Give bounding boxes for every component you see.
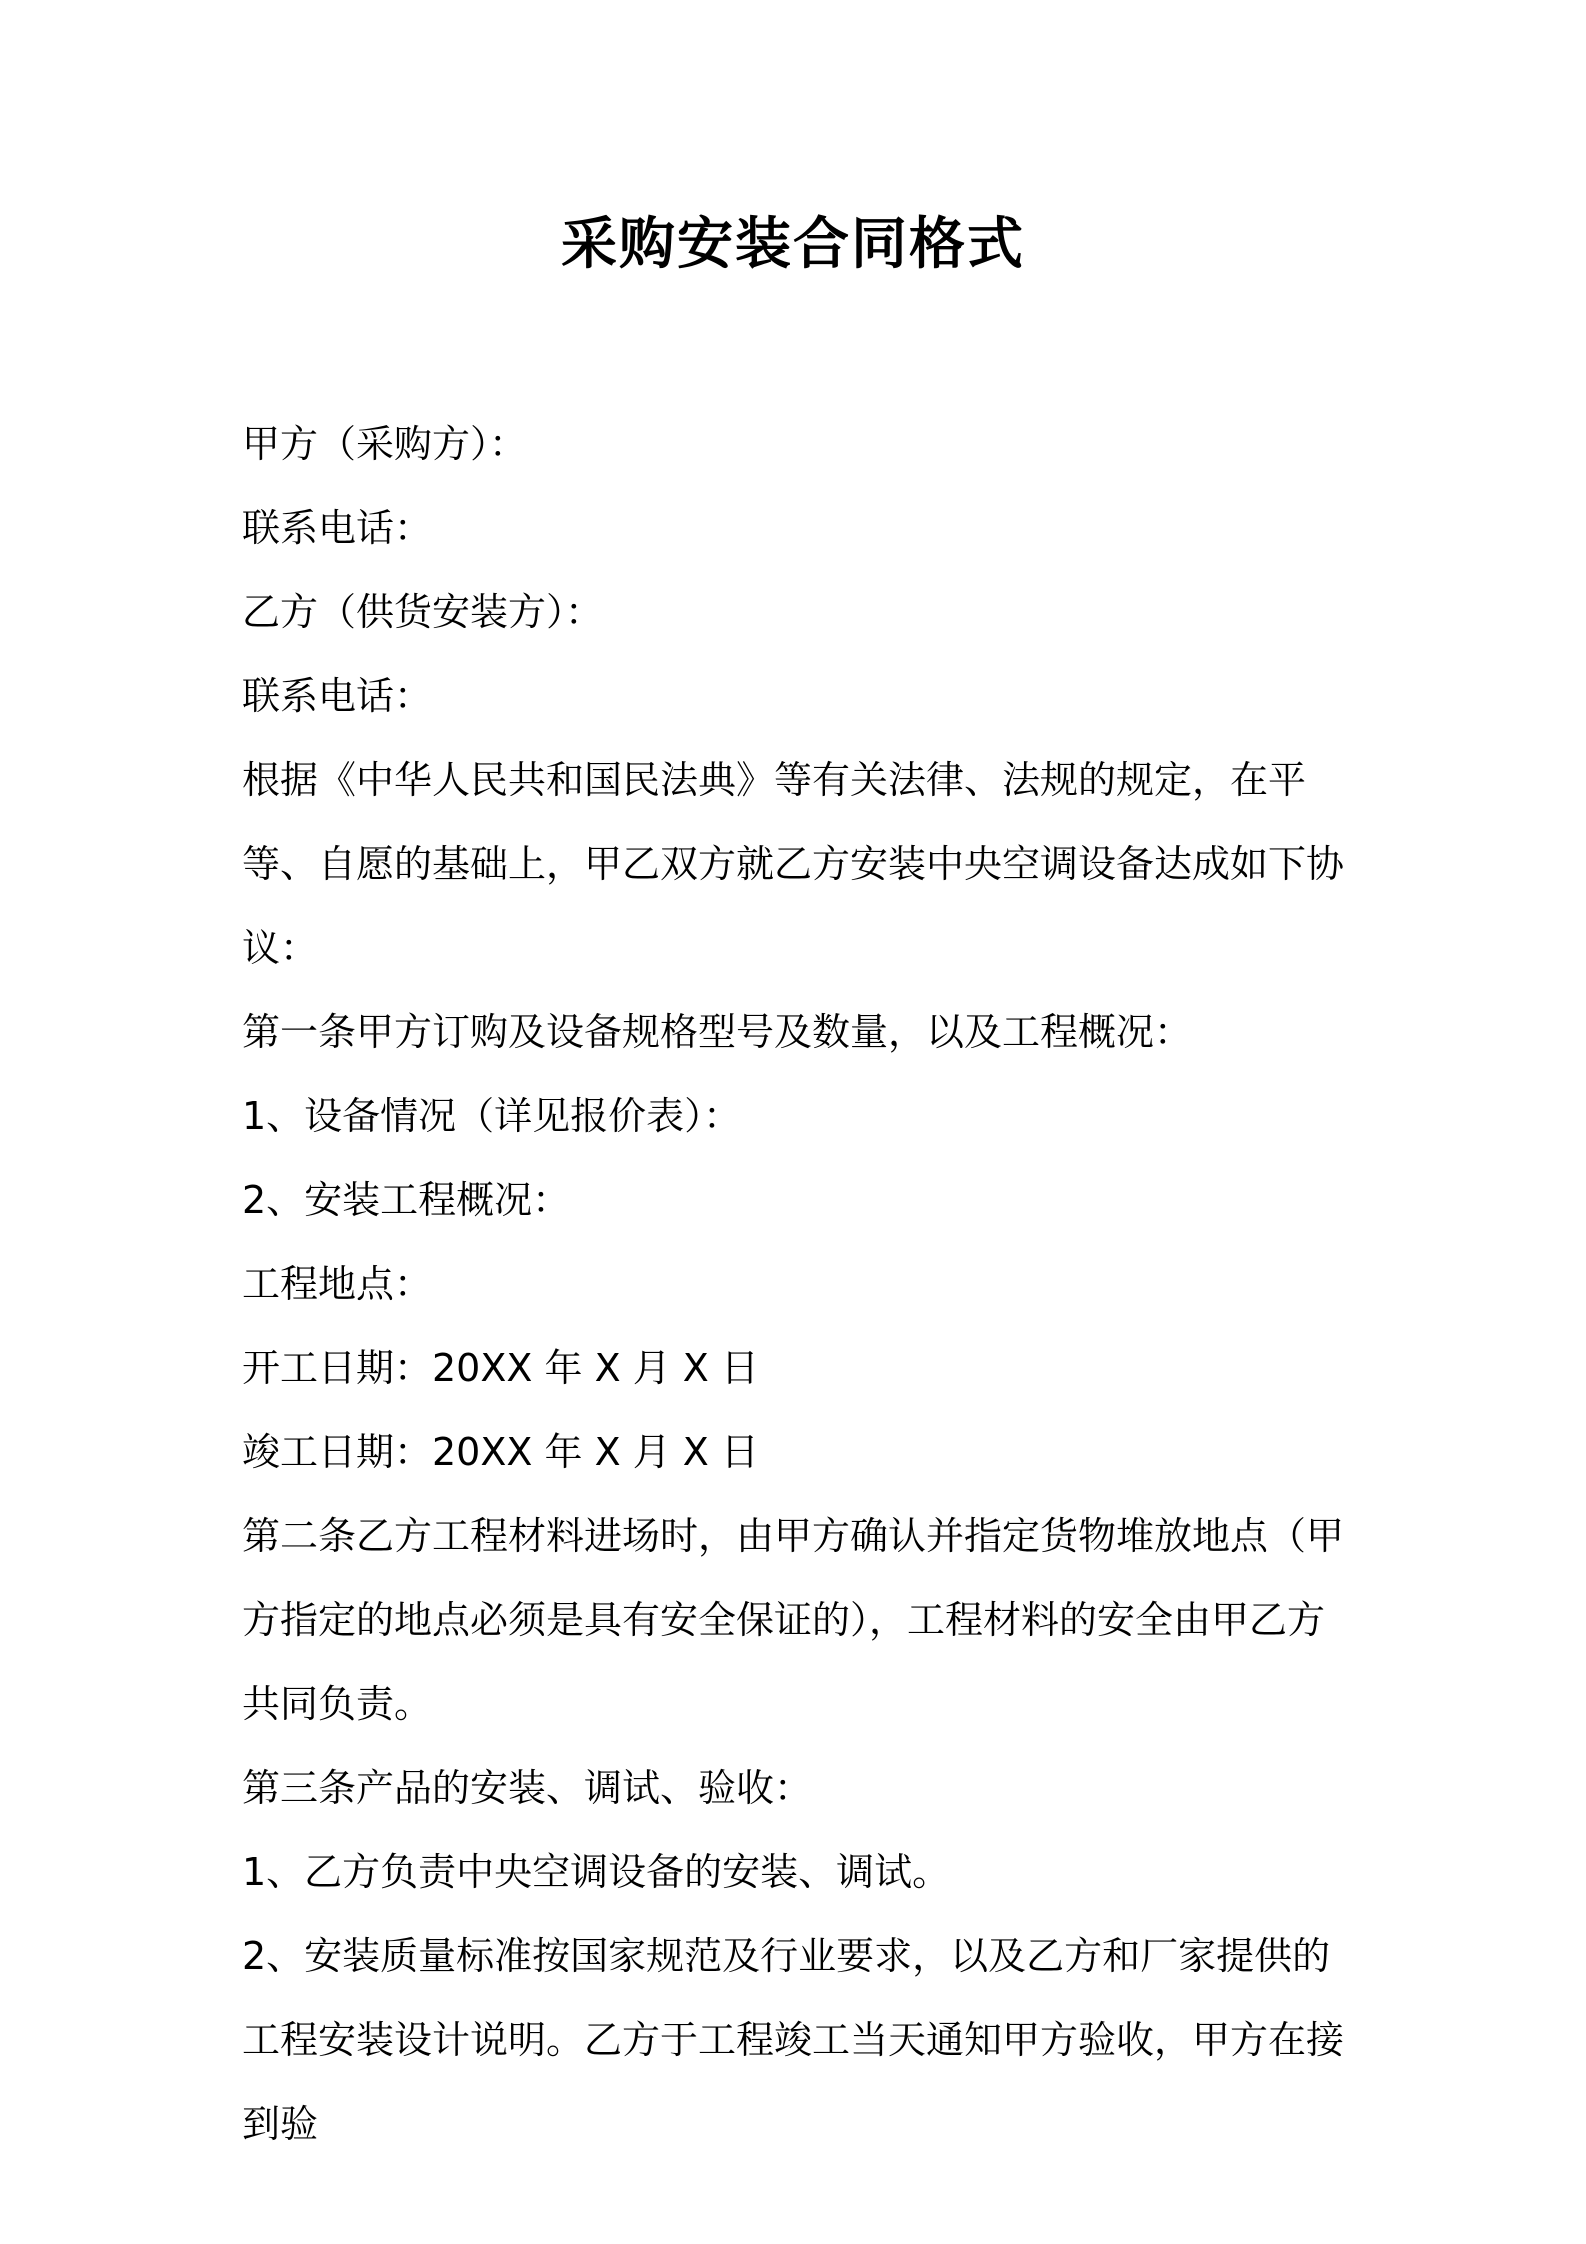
article-2-paragraph: 第二条乙方工程材料进场时，由甲方确认并指定货物堆放地点（甲方指定的地点必须是具有安全保证的），工程材料的安全由甲乙方共同负责。 (242, 1514, 1345, 1726)
preamble-paragraph: 根据《中华人民共和国民法典》等有关法律、法规的规定，在平等、自愿的基础上，甲乙双方就乙方安装中央空调设备达成如下协议： (242, 758, 1345, 970)
article-1-item-2: 2、安装工程概况： (242, 1178, 571, 1222)
article-1-heading: 第一条甲方订购及设备规格型号及数量，以及工程概况： (242, 1010, 1193, 1054)
document-title: 采购安装合同格式 (561, 212, 1025, 277)
party-b-phone-line: 联系电话： (242, 674, 433, 718)
party-b-line: 乙方（供货安装方）： (242, 590, 604, 634)
article-1-item-1: 1、设备情况（详见报价表）： (242, 1094, 742, 1138)
document-body (242, 402, 1362, 2166)
party-a-phone-line: 联系电话： (242, 506, 433, 550)
article-3-item-1: 1、乙方负责中央空调设备的安装、调试。 (242, 1850, 951, 1894)
article-3-item-2: 2、安装质量标准按国家规范及行业要求，以及乙方和厂家提供的工程安装设计说明。乙方于工程竣工当天通知甲方验收，甲方在接到验 (242, 1934, 1345, 2146)
completion-date-line: 竣工日期：20XX 年 X 月 X 日 (242, 1430, 759, 1474)
start-date-line: 开工日期：20XX 年 X 月 X 日 (242, 1346, 759, 1390)
party-a-line: 甲方（采购方）： (242, 422, 528, 466)
project-location-line: 工程地点： (242, 1262, 433, 1306)
article-3-heading: 第三条产品的安装、调试、验收： (242, 1766, 813, 1810)
